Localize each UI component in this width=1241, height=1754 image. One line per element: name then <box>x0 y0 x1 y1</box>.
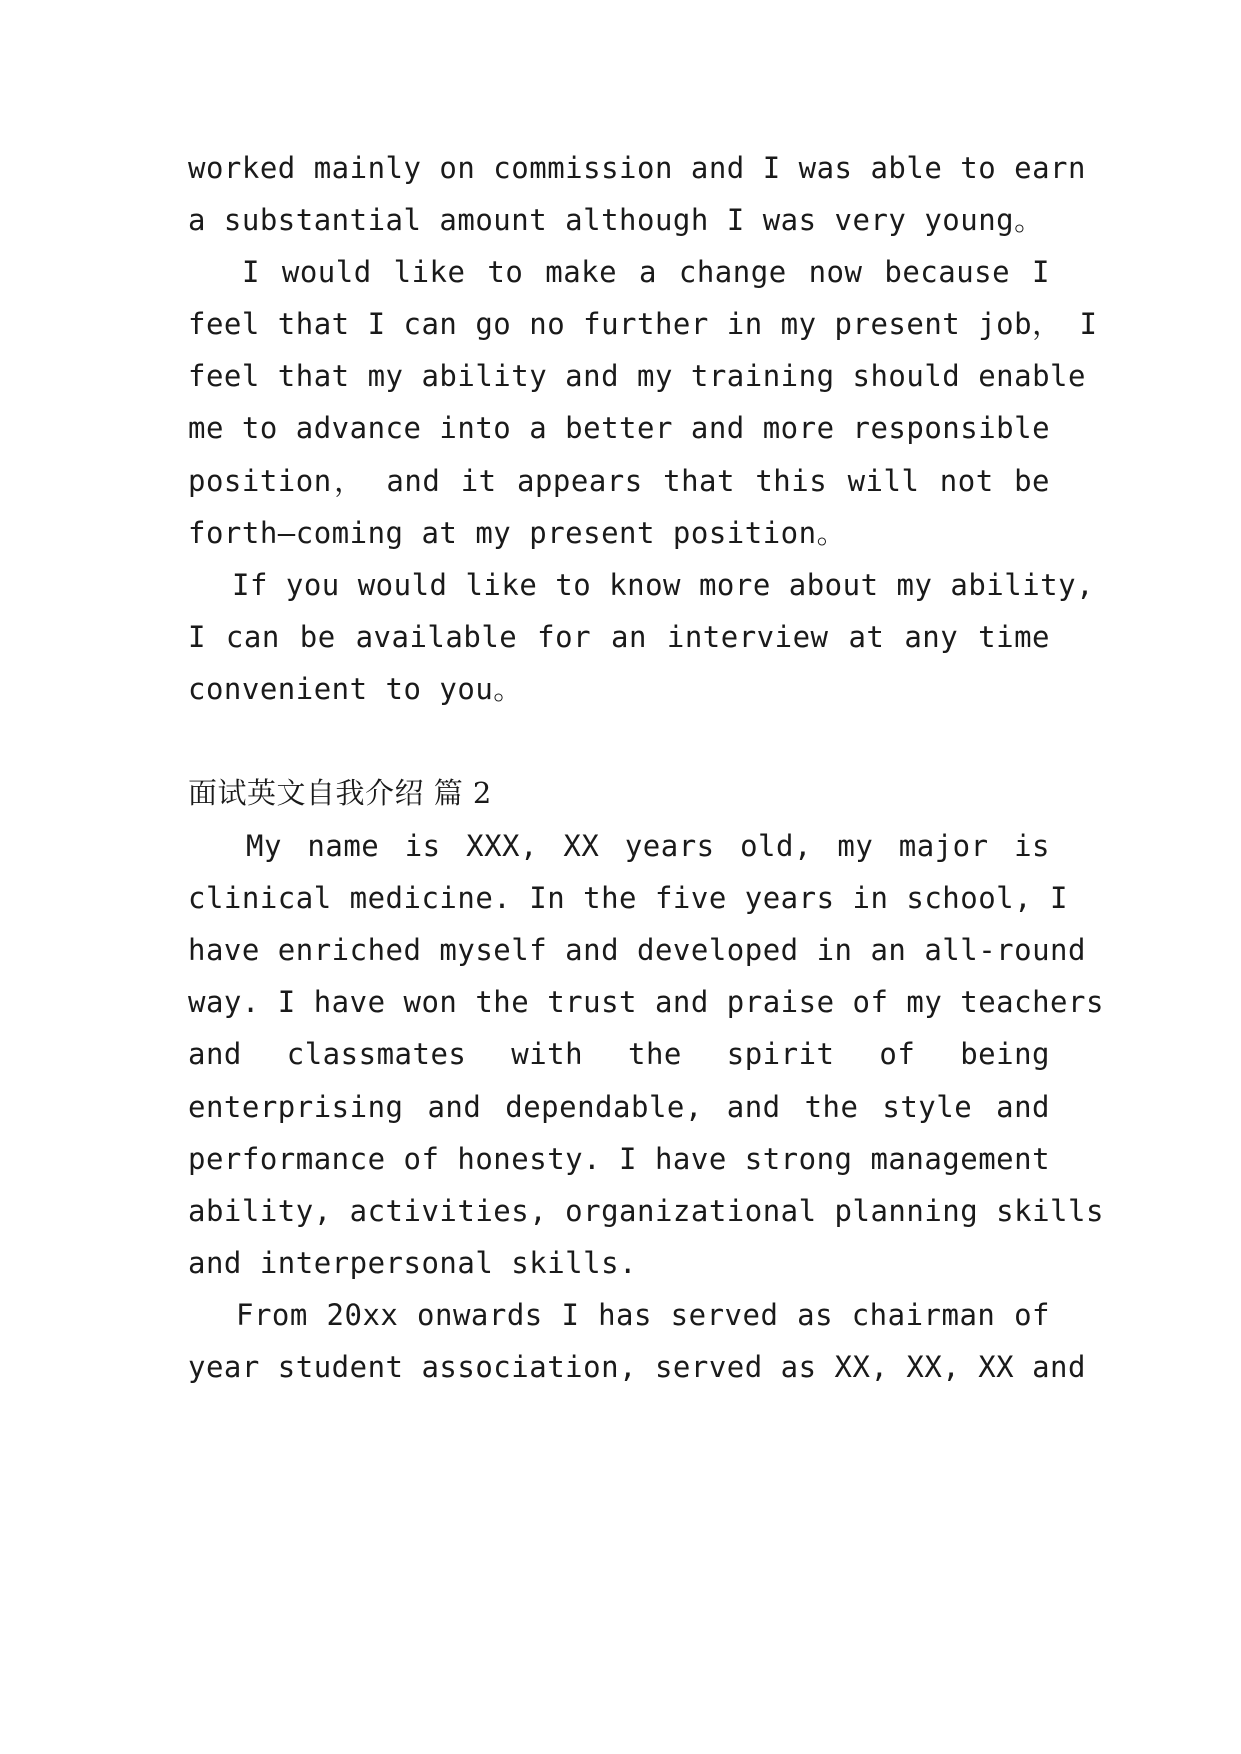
paragraph-4-line-7: performance of honesty. I have strong management <box>188 1142 1051 1176</box>
paragraph-2-line-1: I would like to make a change now because I <box>242 255 1050 289</box>
paragraph-2-line-6: forth—coming at my present position。 <box>188 516 847 550</box>
paragraph-4-line-1: My name is XXX, XX years old, my major is <box>246 829 1050 863</box>
paragraph-2-line-3: feel that my ability and my training should enable <box>188 359 1086 393</box>
section-heading: 面试英文自我介绍 篇 2 <box>188 776 492 810</box>
paragraph-4-line-3: have enriched myself and developed in an all-round <box>188 933 1086 967</box>
paragraph-4-line-4: way. I have won the trust and praise of my teachers <box>188 985 1104 1019</box>
paragraph-2-line-2: feel that I can go no further in my present job， I <box>188 307 1098 341</box>
paragraph-2-line-4: me to advance into a better and more responsible <box>188 411 1051 445</box>
paragraph-1-line-2: a substantial amount although I was very young。 <box>188 203 1044 237</box>
paragraph-4-line-2: clinical medicine. In the five years in school, I <box>188 881 1069 915</box>
paragraph-5-line-1: From 20xx onwards I has served as chairman of <box>236 1298 1050 1332</box>
paragraph-2-line-5: position， and it appears that this will not be <box>188 464 1050 498</box>
paragraph-4-line-5: and classmates with the spirit of being <box>188 1037 1050 1071</box>
paragraph-3-line-3: convenient to you。 <box>188 672 523 706</box>
paragraph-4-line-6: enterprising and dependable, and the style and <box>188 1090 1050 1124</box>
paragraph-4-line-8: ability, activities, organizational planning skills <box>188 1194 1104 1228</box>
paragraph-1-line-1: worked mainly on commission and I was able to earn <box>188 151 1086 185</box>
paragraph-5-line-2: year student association, served as XX, XX, XX and <box>188 1350 1086 1384</box>
paragraph-4-line-9: and interpersonal skills. <box>188 1246 637 1280</box>
paragraph-3-line-2: I can be available for an interview at any time <box>188 620 1050 654</box>
paragraph-3-line-1: If you would like to know more about my ability, <box>232 568 1095 602</box>
